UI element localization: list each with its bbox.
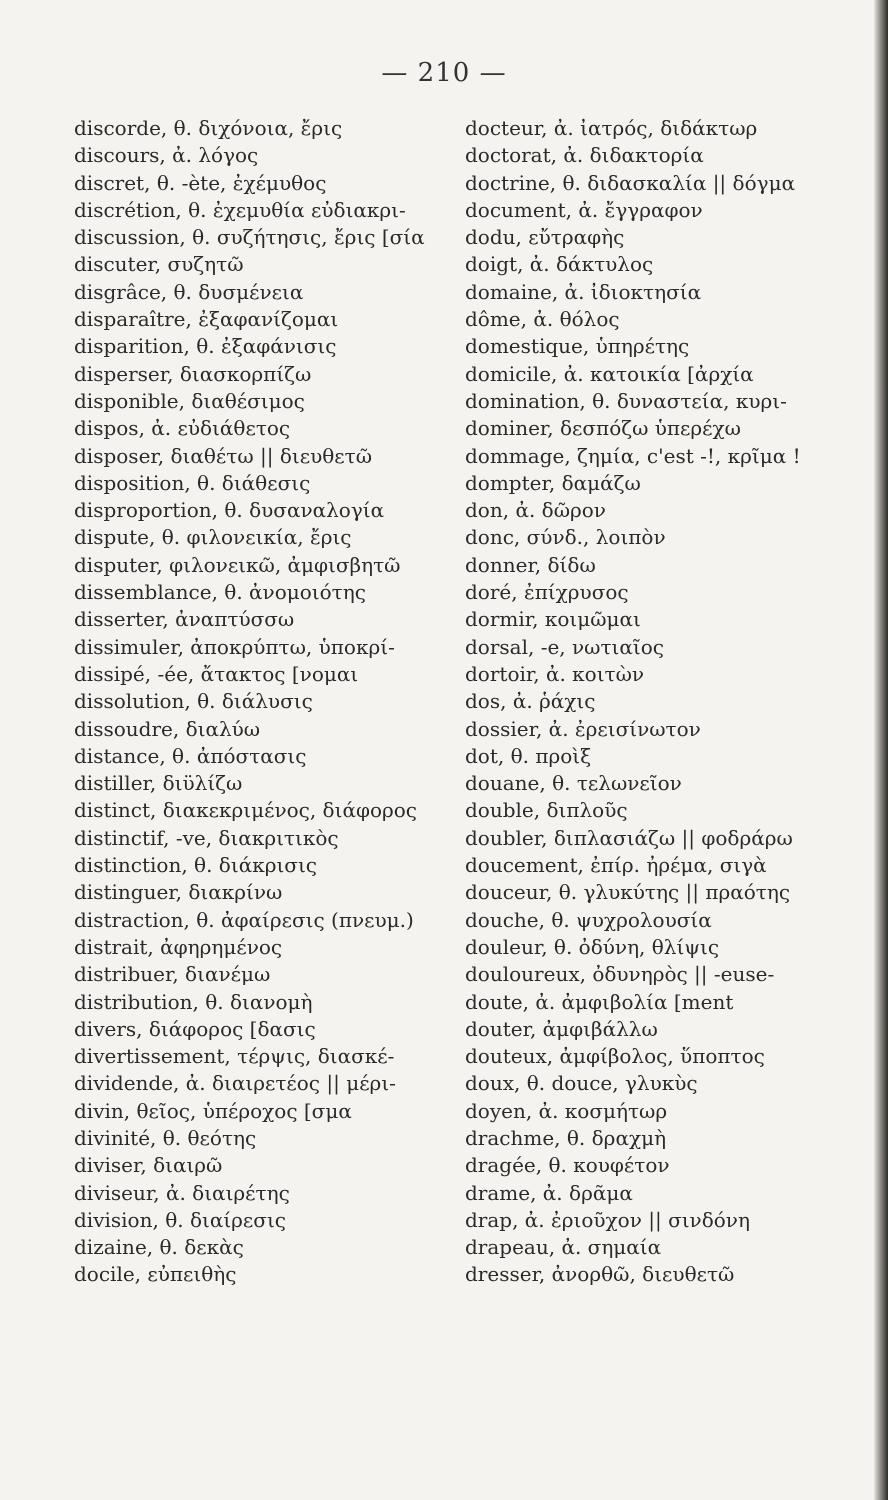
dictionary-entry: discorde, θ. διχόνοια, ἔρις: [74, 116, 343, 140]
dictionary-entry: dissemblance, θ. ἀνομοιότης: [74, 580, 366, 605]
dictionary-entry: divin, θεῖος, ὑπέροχος [σμα: [74, 1098, 352, 1123]
dictionary-entry: discuter, συζητῶ: [74, 252, 244, 277]
dictionary-entry: domaine, ἀ. ἰδιοκτησία: [465, 279, 702, 304]
dictionary-entry: donner, δίδω: [465, 552, 596, 577]
dictionary-entry: drachme, θ. δραχμὴ: [465, 1125, 667, 1150]
dictionary-entry: douteux, ἀμφίβολος, ὕποπτος: [465, 1044, 765, 1069]
dictionary-entry: don, ἀ. δῶρον: [465, 498, 606, 523]
dictionary-entry: distrait, ἀφηρημένος: [74, 934, 283, 959]
left-column: [74, 115, 464, 1289]
dictionary-entry: disparaître, ἐξαφανίζομαι: [74, 307, 339, 332]
dictionary-entry: dompter, δαμάζω: [465, 470, 641, 495]
dictionary-entry: docteur, ἀ. ἰατρός, διδάκτωρ: [465, 116, 758, 140]
dictionary-entry: diviseur, ἀ. διαιρέτης: [74, 1180, 290, 1205]
dictionary-entry: docile, εὐπειθὴς: [74, 1262, 237, 1287]
dictionary-entry: dresser, ἀνορθῶ, διευθετῶ: [465, 1262, 735, 1287]
right-column: [465, 115, 875, 1289]
dictionary-entry: dispos, ἀ. εὐδιάθετος: [74, 416, 291, 441]
dictionary-entry: dossier, ἀ. ἐρεισίνωτον: [465, 716, 701, 741]
dictionary-entry: drapeau, ἀ. σημαία: [465, 1235, 662, 1260]
dictionary-entry: dissolution, θ. διάλυσις: [74, 689, 313, 714]
dictionary-entry: dos, ἀ. ῥάχις: [465, 689, 596, 714]
dictionary-entry: dragée, θ. κουφέτον: [465, 1153, 670, 1178]
dictionary-entry: doré, ἐπίχρυσος: [465, 580, 629, 605]
dictionary-entry: dôme, ἀ. θόλος: [465, 307, 620, 332]
dictionary-entry: dizaine, θ. δεκὰς: [74, 1235, 244, 1260]
dictionary-entry: divers, διάφορος [δασις: [74, 1016, 316, 1041]
dictionary-entry: domicile, ἀ. κατοικία [ἀρχία: [465, 361, 754, 386]
dictionary-entry: dissipé, -ée, ἄτακτος [νομαι: [74, 661, 359, 686]
dictionary-entry: disposer, διαθέτω || διευθετῶ: [74, 443, 373, 468]
dictionary-entry: drame, ἀ. δρᾶμα: [465, 1180, 633, 1205]
dictionary-entry: domestique, ὑπηρέτης: [465, 334, 690, 359]
dictionary-entry: discussion, θ. συζήτησις, ἔρις [σία: [74, 225, 425, 250]
dictionary-entry: disgrâce, θ. δυσμένεια: [74, 279, 304, 304]
dictionary-entry: dissimuler, ἀποκρύπτω, ὑποκρί-: [74, 634, 395, 659]
dictionary-entry: dormir, κοιμῶμαι: [465, 607, 641, 632]
dictionary-entry: discrétion, θ. ἐχεμυθία εὐδιακρι-: [74, 197, 406, 222]
dictionary-entry: doigt, ἀ. δάκτυλος: [465, 252, 654, 277]
dictionary-entry: dommage, ζημία, c'est -!, κρῖμα !: [465, 443, 801, 468]
dictionary-entry: discours, ἀ. λόγος: [74, 143, 259, 168]
dictionary-entry: dominer, δεσπόζω ὑπερέχω: [465, 416, 741, 441]
dictionary-entry: doute, ἀ. ἀμφιβολία [ment: [465, 989, 734, 1014]
dictionary-entry: distinctif, -ve, διακριτικὸς: [74, 825, 339, 850]
dictionary-entry: discret, θ. -ète, ἐχέμυθος: [74, 170, 327, 195]
dictionary-entry: distance, θ. ἀπόστασις: [74, 743, 307, 768]
dictionary-entry: distribution, θ. διανομὴ: [74, 989, 313, 1014]
dictionary-entry: double, διπλοῦς: [465, 798, 628, 823]
dictionary-entry: division, θ. διαίρεσις: [74, 1207, 286, 1232]
dictionary-entry: dodu, εὔτραφὴς: [465, 225, 625, 250]
dictionary-entry: drap, ἀ. ἐριοῦχον || σινδόνη: [465, 1207, 750, 1232]
dictionary-entry: disputer, φιλονεικῶ, ἀμφισβητῶ: [74, 552, 401, 577]
dictionary-entry: disserter, ἀναπτύσσω: [74, 607, 295, 632]
dictionary-entry: disponible, διαθέσιμος: [74, 388, 305, 413]
dictionary-entry: domination, θ. δυναστεία, κυρι-: [465, 388, 787, 413]
book-spine-shadow: [874, 0, 888, 1500]
dictionary-entry: doucement, ἐπίρ. ἠρέμα, σιγὰ: [465, 853, 767, 878]
dictionary-entry: distinguer, διακρίνω: [74, 880, 283, 905]
dictionary-entry: doubler, διπλασιάζω || φοδράρω: [465, 825, 793, 850]
dictionary-entry: distinct, διακεκριμένος, διάφορος: [74, 798, 417, 823]
dictionary-entry: diviser, διαιρῶ: [74, 1153, 223, 1178]
dictionary-entry: doyen, ἀ. κοσμήτωρ: [465, 1098, 668, 1123]
dictionary-entry: dissoudre, διαλύω: [74, 716, 261, 741]
dictionary-entry: dot, θ. προὶξ: [465, 743, 592, 768]
dictionary-entry: douceur, θ. γλυκύτης || πραότης: [465, 880, 791, 905]
dictionary-entry: doux, θ. douce, γλυκὺς: [465, 1071, 698, 1096]
dictionary-entry: donc, σύνδ., λοιπὸν: [465, 525, 666, 550]
dictionary-entry: douche, θ. ψυχρολουσία: [465, 907, 712, 932]
dictionary-entry: dispute, θ. φιλονεικία, ἔρις: [74, 525, 352, 550]
dictionary-entry: disproportion, θ. δυσαναλογία: [74, 498, 385, 523]
dictionary-entry: disparition, θ. ἐξαφάνισις: [74, 334, 337, 359]
dictionary-entry: doctorat, ἀ. διδακτορία: [465, 143, 704, 168]
dictionary-entry: distraction, θ. ἀφαίρεσις (πνευμ.): [74, 907, 414, 932]
dictionary-entry: douloureux, ὀδυνηρὸς || -euse-: [465, 962, 775, 987]
dictionary-entry: dorsal, -e, νωτιαῖος: [465, 634, 664, 659]
dictionary-entry: divertissement, τέρψις, διασκέ-: [74, 1044, 395, 1069]
dictionary-entry: document, ἀ. ἔγγραφον: [465, 197, 703, 222]
dictionary-entry: dortoir, ἀ. κοιτὼν: [465, 661, 645, 686]
dictionary-entry: divinité, θ. θεότης: [74, 1125, 257, 1150]
dictionary-entry: distiller, διϋλίζω: [74, 771, 243, 796]
dictionary-entry: dividende, ἀ. διαιρετέος || μέρι-: [74, 1071, 396, 1096]
dictionary-entry: doctrine, θ. διδασκαλία || δόγμα: [465, 170, 796, 195]
dictionary-entry: disperser, διασκορπίζω: [74, 361, 312, 386]
page-number: — 210 —: [381, 58, 507, 88]
dictionary-entry: disposition, θ. διάθεσις: [74, 470, 311, 495]
dictionary-entry: distinction, θ. διάκρισις: [74, 853, 317, 878]
dictionary-entry: douter, ἀμφιβάλλω: [465, 1016, 658, 1041]
dictionary-entry: distribuer, διανέμω: [74, 962, 271, 987]
dictionary-entry: douane, θ. τελωνεῖον: [465, 771, 682, 796]
dictionary-entry: douleur, θ. ὀδύνη, θλίψις: [465, 934, 720, 959]
